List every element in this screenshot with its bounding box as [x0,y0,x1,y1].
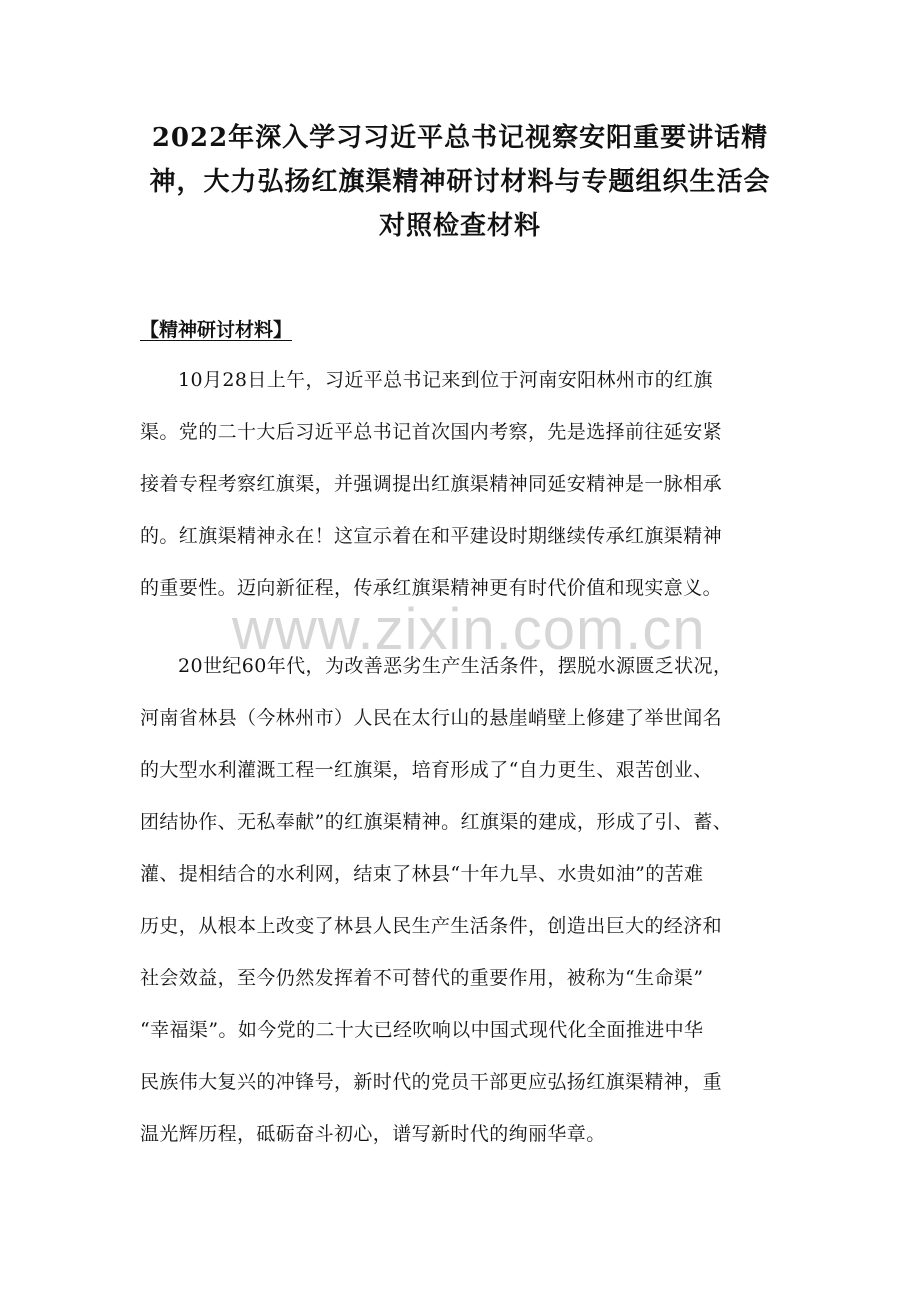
paragraph-1 [140,354,800,614]
paragraph-line: 温光辉历程，砥砺奋斗初心，谱写新时代的绚丽华章。 [140,1123,606,1145]
watermark-text: www.zixin.com.cn [232,597,706,662]
paragraph-line: 的大型水利灌溉工程一红旗渠，培育形成了“自力更生、艰苦创业、 [140,759,713,781]
paragraph-line: 渠。党的二十大后习近平总书记首次国内考察，先是选择前往延安紧 [140,421,723,443]
paragraph-line: 社会效益，至今仍然发挥着不可替代的重要作用，被称为“生命渠” [140,967,704,989]
paragraph-line: 的。红旗渠精神永在！这宣示着在和平建设时期继续传承红旗渠精神 [140,525,723,547]
title-line: 对照检查材料 [378,211,541,241]
paragraph-line: 团结协作、无私奉献”的红旗渠精神。红旗渠的建成，形成了引、蓄、 [140,811,733,833]
paragraph-line: 民族伟大复兴的冲锋号，新时代的党员干部更应弘扬红旗渠精神，重 [140,1071,723,1093]
paragraph-line: 灌、提相结合的水利网，结束了林县“十年九旱、水贵如油”的苦难 [140,863,704,885]
paragraph-line: 20世纪60年代，为改善恶劣生产生活条件，摆脱水源匮乏状况， [178,655,733,677]
paragraph-line: 10月28日上午，习近平总书记来到位于河南安阳林州市的红旗 [178,369,713,391]
paragraph-line: “幸福渠”。如今党的二十大已经吹响以中国式现代化全面推进中华 [140,1019,704,1041]
paragraph-2 [140,640,800,1160]
document-title [120,116,800,248]
paragraph-line: 河南省林县（今林州市）人民在太行山的悬崖峭壁上修建了举世闻名 [140,707,723,729]
paragraph-line: 的重要性。迈向新征程，传承红旗渠精神更有时代价值和现实意义。 [140,577,723,599]
title-line: 神，大力弘扬红旗渠精神研讨材料与专题组织生活会 [149,167,771,197]
paragraph-line: 接着专程考察红旗渠，并强调提出红旗渠精神同延安精神是一脉相承 [140,473,723,495]
paragraph-line: 历史，从根本上改变了林县人民生产生活条件，创造出巨大的经济和 [140,915,723,937]
section-heading: 【精神研讨材料】 [140,319,293,341]
title-line: 2022年深入学习习近平总书记视察安阳重要讲话精 [151,123,769,153]
